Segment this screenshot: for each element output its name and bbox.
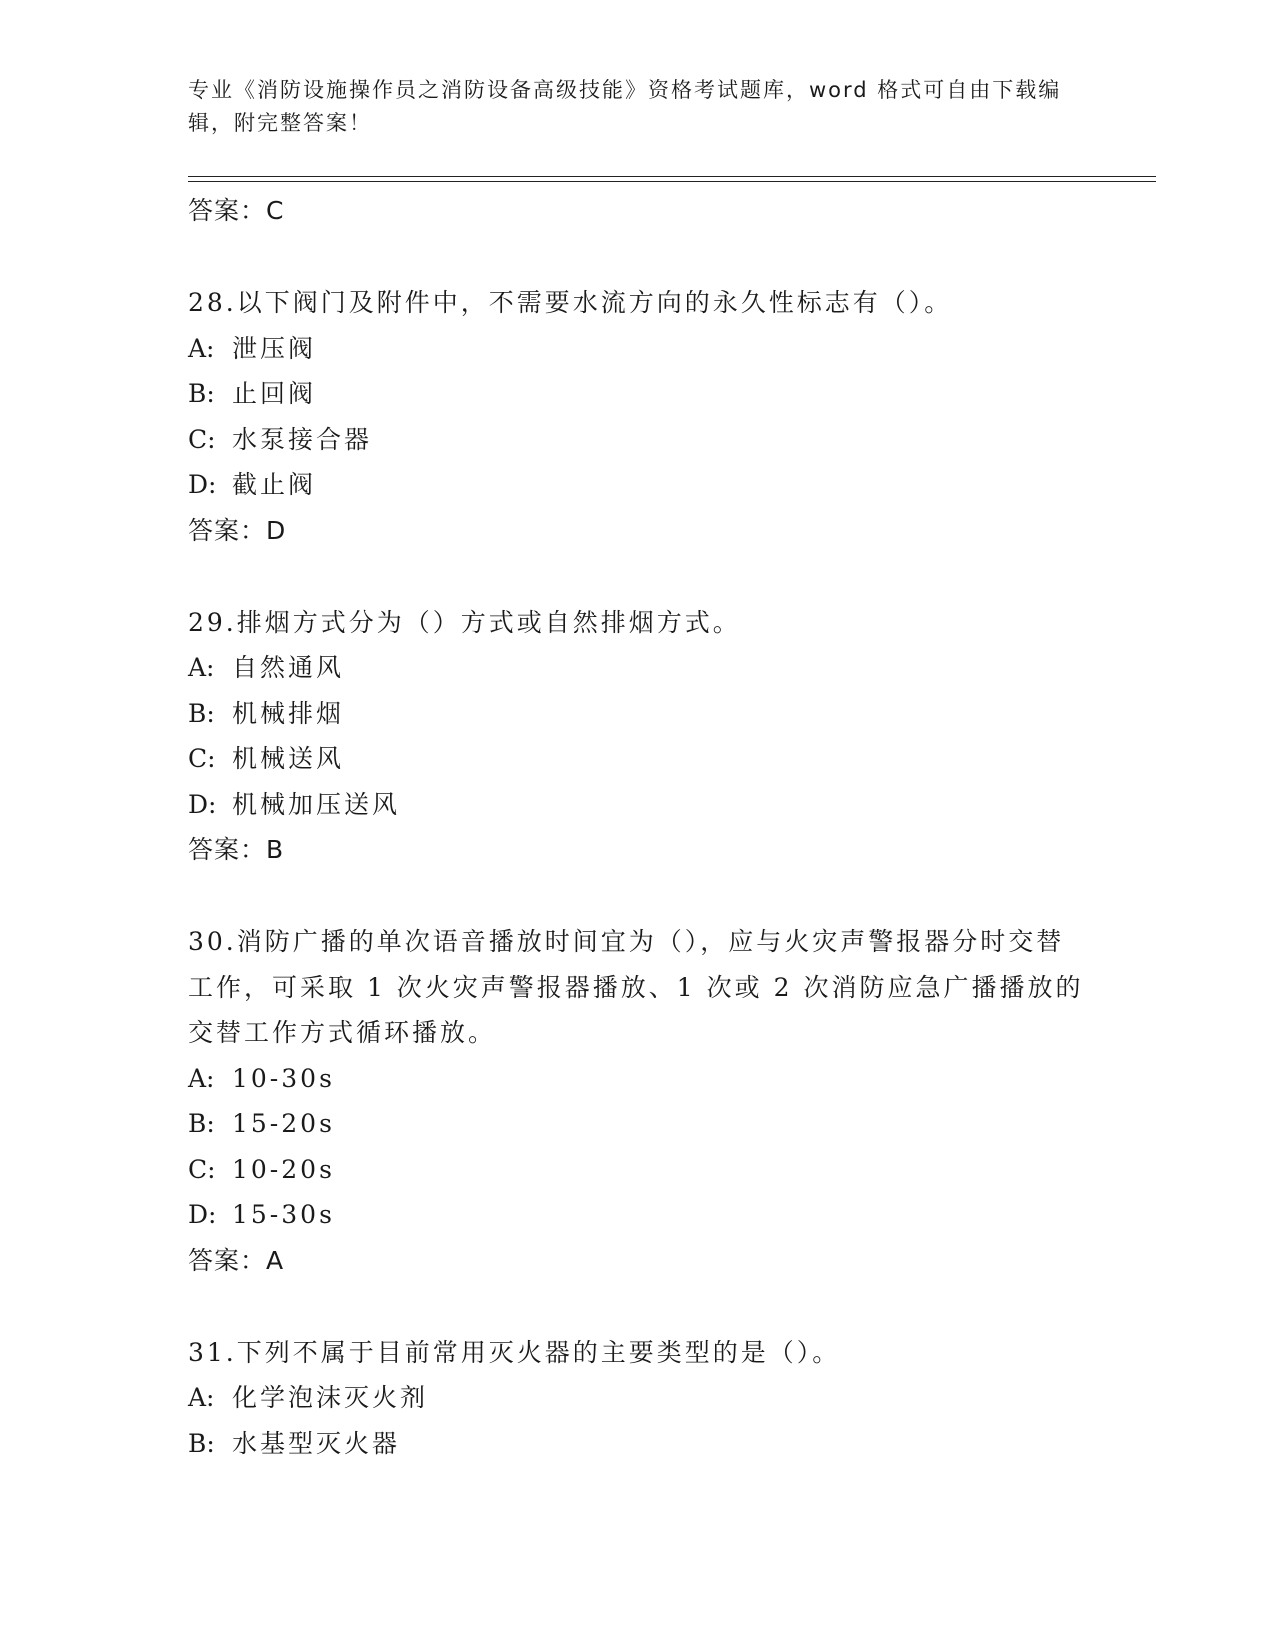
option-row bbox=[188, 1375, 1088, 1421]
option-row bbox=[188, 1147, 1088, 1193]
option-text: 15-20s bbox=[232, 1109, 335, 1138]
answer-line: 答案：C bbox=[188, 196, 285, 225]
option-row bbox=[188, 736, 1088, 782]
option-text: 截止阀 bbox=[232, 470, 317, 499]
answer-line: 答案：D bbox=[188, 515, 287, 545]
question-content bbox=[188, 188, 1088, 1466]
option-row bbox=[188, 1421, 1088, 1467]
option-row bbox=[188, 326, 1088, 372]
option-letter: B: bbox=[188, 1109, 215, 1138]
option-letter: C: bbox=[188, 1154, 216, 1184]
option-row bbox=[188, 462, 1088, 508]
option-text: 水基型灭火器 bbox=[232, 1428, 401, 1458]
option-letter: D: bbox=[188, 1200, 217, 1229]
option-text: 止回阀 bbox=[232, 379, 317, 408]
question-text: 30.消防广播的单次语音播放时间宜为（），应与火灾声警报器分时交替工作，可采取 1 次火灾声警报器播放、1 次或 2 次消防应急广播播放的交替工作方式循环播放。 bbox=[188, 927, 1084, 1047]
option-letter: C: bbox=[188, 424, 216, 454]
option-text: 化学泡沫灭火剂 bbox=[232, 1383, 429, 1412]
option-row bbox=[188, 645, 1088, 691]
option-letter: B: bbox=[188, 1428, 215, 1458]
option-letter: D: bbox=[188, 789, 217, 819]
question-block bbox=[188, 919, 1088, 1284]
option-text: 水泵接合器 bbox=[232, 424, 373, 454]
option-letter: D: bbox=[188, 470, 217, 499]
header-rule-bottom bbox=[188, 181, 1156, 182]
answer-line: 答案：B bbox=[188, 835, 285, 864]
option-letter: C: bbox=[188, 744, 216, 773]
option-text: 泄压阀 bbox=[232, 333, 317, 363]
question-text: 31.下列不属于目前常用灭火器的主要类型的是（）。 bbox=[188, 1337, 841, 1367]
question-block bbox=[188, 600, 1088, 874]
option-letter: B: bbox=[188, 379, 215, 408]
header-rule-top bbox=[188, 176, 1156, 177]
option-text: 15-30s bbox=[232, 1200, 335, 1229]
question-text: 28.以下阀门及附件中，不需要水流方向的永久性标志有（）。 bbox=[188, 288, 953, 317]
option-row bbox=[188, 417, 1088, 463]
option-row bbox=[188, 1101, 1088, 1147]
option-letter: A: bbox=[188, 653, 215, 682]
option-text: 10-20s bbox=[232, 1154, 335, 1184]
question-block bbox=[188, 1330, 1088, 1467]
page-header: 专业《消防设施操作员之消防设备高级技能》资格考试题库，word 格式可自由下载编辑，附完整答案！ bbox=[188, 78, 1062, 135]
option-text: 自然通风 bbox=[232, 653, 345, 682]
question-block bbox=[188, 280, 1088, 554]
option-row bbox=[188, 1192, 1088, 1238]
option-row bbox=[188, 691, 1088, 737]
question-text: 29.排烟方式分为（）方式或自然排烟方式。 bbox=[188, 607, 741, 637]
option-text: 机械加压送风 bbox=[232, 789, 401, 819]
option-row bbox=[188, 371, 1088, 417]
option-text: 10-30s bbox=[232, 1063, 335, 1093]
option-row bbox=[188, 1056, 1088, 1102]
option-letter: B: bbox=[188, 698, 215, 728]
option-letter: A: bbox=[188, 333, 215, 363]
answer-line: 答案：A bbox=[188, 1245, 285, 1275]
option-text: 机械送风 bbox=[232, 744, 345, 773]
option-letter: A: bbox=[188, 1063, 215, 1093]
question-list bbox=[188, 280, 1088, 1466]
option-text: 机械排烟 bbox=[232, 698, 345, 728]
option-letter: A: bbox=[188, 1383, 215, 1412]
option-row bbox=[188, 782, 1088, 828]
